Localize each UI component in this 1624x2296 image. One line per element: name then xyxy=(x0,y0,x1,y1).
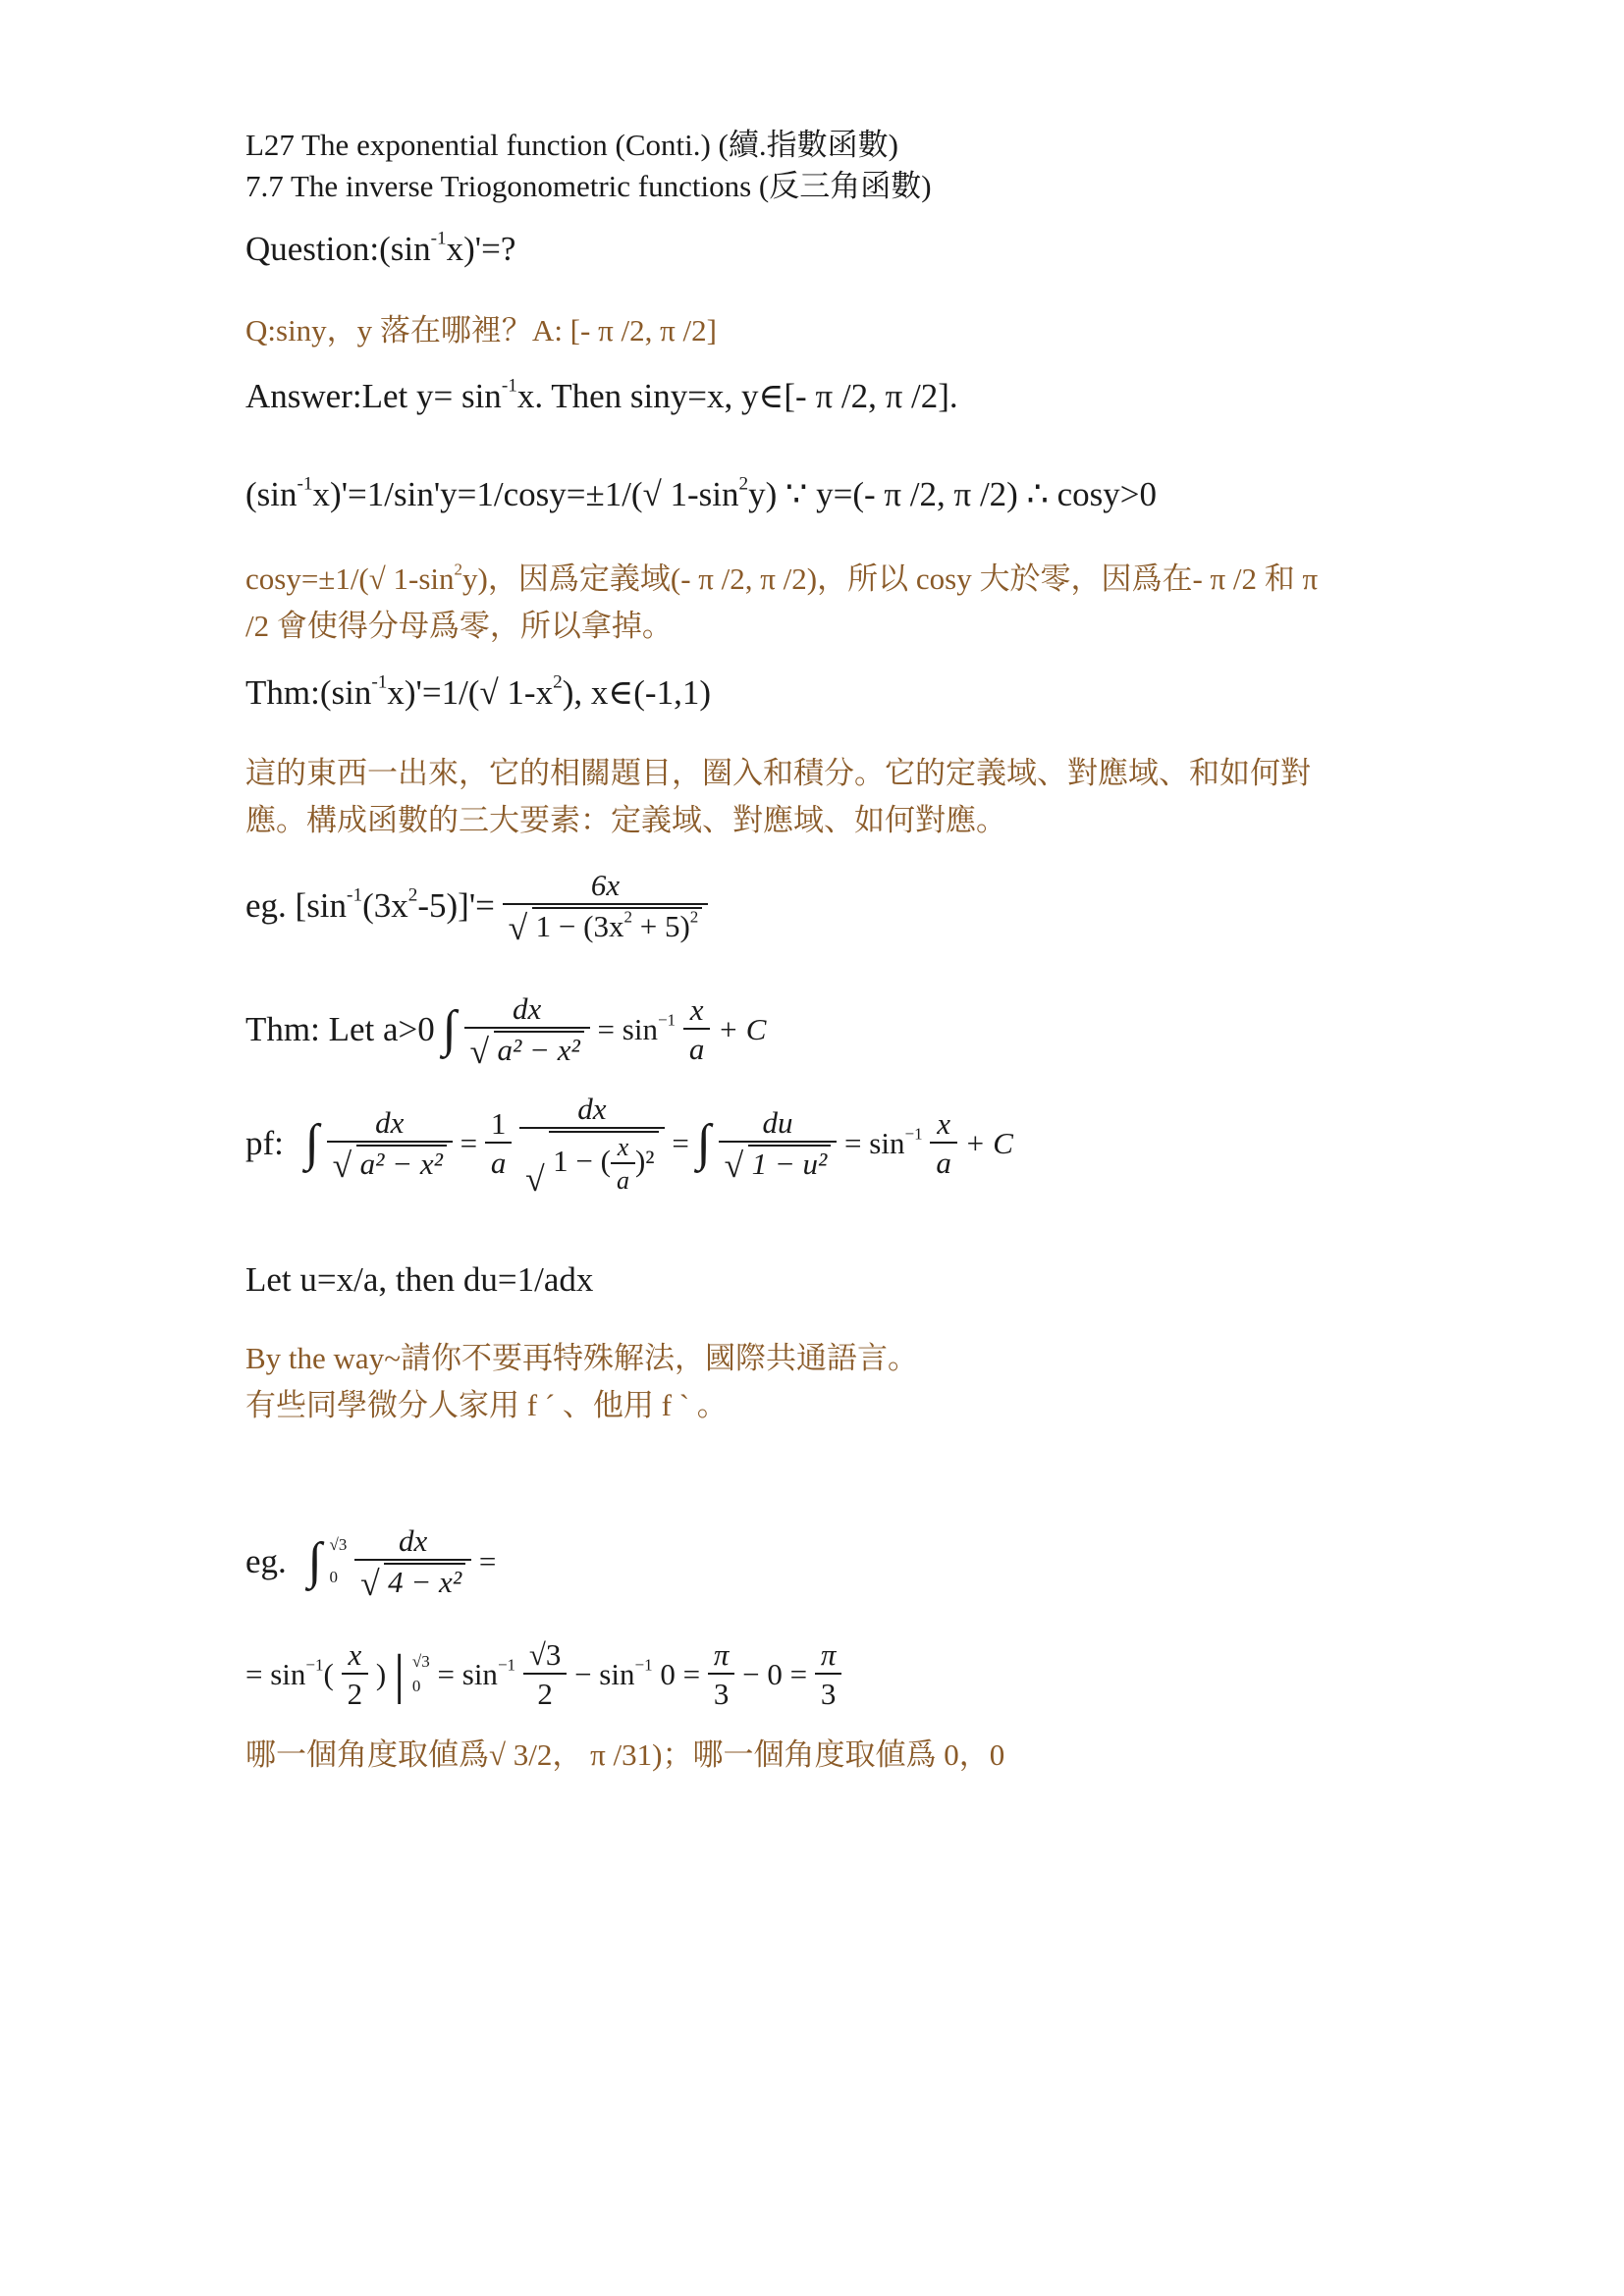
example-evaluation: = $\sin^{-1}$( $\frac{x}{2}$ ) | √3 0 = $\sin^{-1}$ $\frac{√3}{2}$ − $\sin^{-1} 0$ = $\frac{\pi}{3}$ − 0 = $\frac{\pi}{3}$ xyxy=(245,1637,841,1712)
example-chain-rule-fraction: 6x √ $1 - (3x^2 + 5)^2$ xyxy=(503,868,709,944)
note-function-elements-line1: 這的東西一出來，它的相關題目，圈入和積分。它的定義域、對應域、和如何對 xyxy=(245,756,1311,790)
theorem-derivative: $Thm:(\sin^{-1}x)'=1/(√$ $1-x^2$), x∈(-1,1) xyxy=(245,671,711,712)
note-function-elements-line2: 應。構成函數的三大要素：定義域、對應域、如何對應。 xyxy=(245,803,1006,837)
note-notation-line1: By the way~請你不要再特殊解法，國際共通語言。 xyxy=(245,1341,918,1375)
note-domain: Q:siny，y 落在哪裡？A: [- π /2, π /2] xyxy=(245,313,717,347)
theorem-integral: Thm: Let a>0 ∫ dx √ a² − x² = $\sin^{-1}$ $\frac{x}{a}$ + C xyxy=(245,991,767,1072)
note-cosy-line1: cosy=±1/(√ $1-\sin^2y$)，因爲定義域(- π /2, π /2)，所以 cosy 大於零，因爲在- π /2 和 π xyxy=(245,560,1319,596)
example-chain-rule: eg. $[\sin^{-1}(3x^2-5)]'=$ 6x √ $1 - (3x^2 + 5)^2$ xyxy=(245,868,708,944)
question-line: $Question:(\sin^{-1}x)'=$? xyxy=(245,228,516,268)
example-definite-integral: eg. ∫ √3 0 dx √ 4 − x² = xyxy=(245,1523,497,1604)
proof-line: pf: ∫ dx √ a² − x² = $\frac{1}{a}$ dx √ 1 − ( $\frac{x}{a}$ )² = ∫ du √ 1 − u² = $\sin^{-1}$ $\frac{x}{a}$ + C xyxy=(245,1092,1013,1200)
substitution-line: Let u=x/a, then du=1/adx xyxy=(245,1260,594,1299)
answer-line: Answer:Let $y= \sin^{-1}x$. Then siny=x, y∈[- π /2, π /2]. xyxy=(245,375,958,415)
note-angle-values: 哪一個角度取値爲√ 3/2， π /31)；哪一個角度取値爲 0，0 xyxy=(245,1737,1005,1772)
derivation-line: $(\sin^{-1}x)'=1/\sin'y=1/\cos y=\pm 1/(√$ $1-\sin^2y$) ∵ y=(- π /2, π /2) ∴ cosy>0 xyxy=(245,473,1157,513)
header-title: L27 The exponential function (Conti.) (續.指數函數) xyxy=(245,128,898,162)
header-subtitle: 7.7 The inverse Triogonometric functions (反三角函數) xyxy=(245,169,932,203)
note-notation-line2: 有些同學微分人家用 f ˊ 、他用 f ˋ 。 xyxy=(245,1388,728,1422)
note-cosy-line2: /2 會使得分母爲零，所以拿掉。 xyxy=(245,609,673,643)
